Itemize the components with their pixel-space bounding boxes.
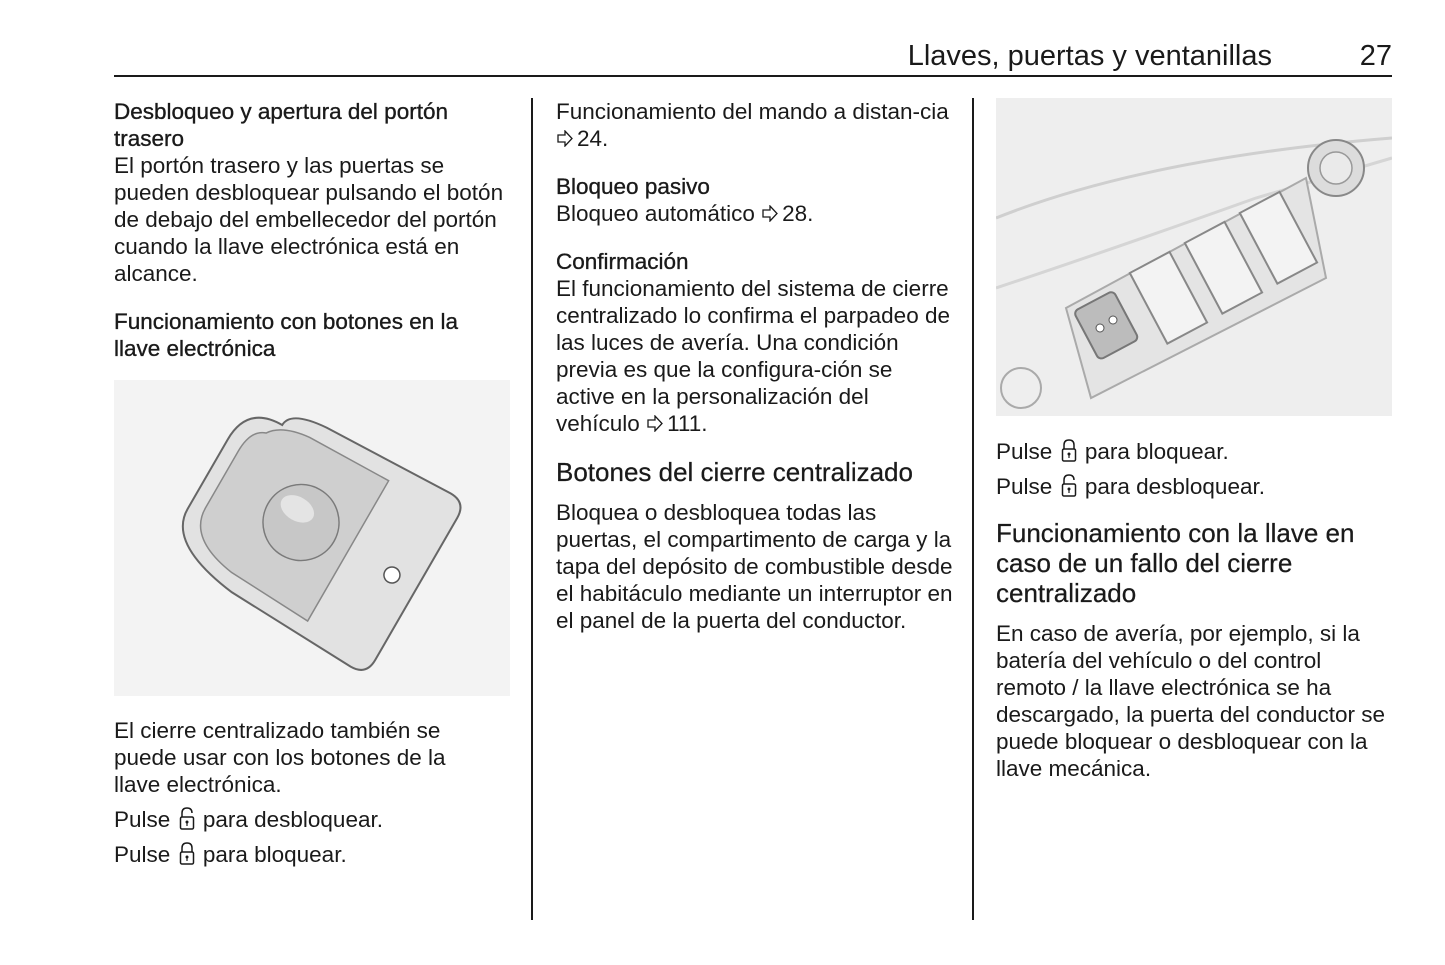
unlock-text: para desbloquear. — [202, 807, 383, 832]
section-heading: Funcionamiento con botones en la llave electrónica — [114, 309, 458, 361]
column-1-bottom — [114, 717, 514, 868]
section-heading: Confirmación — [556, 249, 689, 274]
column-divider-2 — [972, 98, 974, 920]
page-reference[interactable]: 111. — [667, 411, 708, 436]
unlock-instruction — [114, 806, 514, 833]
pulse-label: Pulse — [114, 807, 171, 832]
pulse-label: Pulse — [996, 439, 1053, 464]
paragraph-text: El funcionamiento del sistema de cierre centralizado lo confirma el parpadeo de las luces de avería. Una condición previa es que la configura-ción se active en la personalización del vehículo — [556, 276, 950, 436]
lock-text: para bloquear. — [202, 842, 347, 867]
paragraph: Bloquea o desbloquea todas las puertas, el compartimento de carga y la tapa del depósito de combustible desde el habitáculo mediante un interruptor en el panel de la puerta del conductor. — [556, 500, 953, 633]
paragraph — [556, 200, 956, 227]
unlock-text: para desbloquear. — [1084, 474, 1265, 499]
door-panel-illustration — [996, 98, 1392, 416]
chapter-title: Llaves, puertas y ventanillas — [907, 40, 1272, 72]
reference-arrow-icon — [646, 415, 663, 432]
lock-instruction — [114, 841, 514, 868]
smart-key-figure — [114, 380, 510, 696]
paragraph: En caso de avería, por ejemplo, si la batería del vehículo o del control remoto / la llave electrónica se ha descargado, la puerta del conductor se puede bloquear o desbloquear con la llave mecánica. — [996, 621, 1386, 781]
section-heading: Bloqueo pasivo — [556, 174, 710, 199]
reference-arrow-icon — [556, 130, 573, 147]
paragraph: El cierre centralizado también se puede usar con los botones de la llave electrónica. — [114, 718, 446, 797]
unlock-instruction — [996, 473, 1396, 500]
header-divider — [114, 75, 1392, 77]
door-switch-figure — [996, 98, 1392, 416]
lock-closed-icon — [179, 842, 195, 866]
lock-text: para bloquear. — [1084, 439, 1229, 464]
column-3 — [996, 438, 1396, 782]
section-heading-large: Botones del cierre centralizado — [556, 457, 913, 487]
lock-closed-icon — [1061, 439, 1077, 463]
lock-open-icon — [1061, 474, 1077, 498]
smart-key-illustration — [114, 380, 510, 696]
page-reference[interactable]: 28. — [782, 201, 814, 226]
paragraph-text: Bloqueo automático — [556, 201, 755, 226]
lock-instruction — [996, 438, 1396, 465]
section-heading-large: Funcionamiento con la llave en caso de un fallo del cierre centralizado — [996, 518, 1355, 608]
column-2 — [556, 98, 956, 634]
paragraph: El portón trasero y las puertas se pueden desbloquear pulsando el botón de debajo del embellecedor del portón cuando la llave electrónica está en alcance. — [114, 153, 504, 286]
paragraph-text: Funcionamiento del mando a distan-cia — [556, 99, 949, 124]
paragraph — [556, 275, 954, 437]
reference-arrow-icon — [761, 205, 778, 222]
page-reference[interactable]: 24. — [577, 126, 609, 151]
column-divider-1 — [531, 98, 533, 920]
pulse-label: Pulse — [996, 474, 1053, 499]
lock-open-icon — [179, 807, 195, 831]
column-1 — [114, 98, 514, 362]
paragraph — [556, 98, 951, 152]
section-heading: Desbloqueo y apertura del portón trasero — [114, 99, 448, 151]
page-number: 27 — [1359, 40, 1392, 72]
pulse-label: Pulse — [114, 842, 171, 867]
